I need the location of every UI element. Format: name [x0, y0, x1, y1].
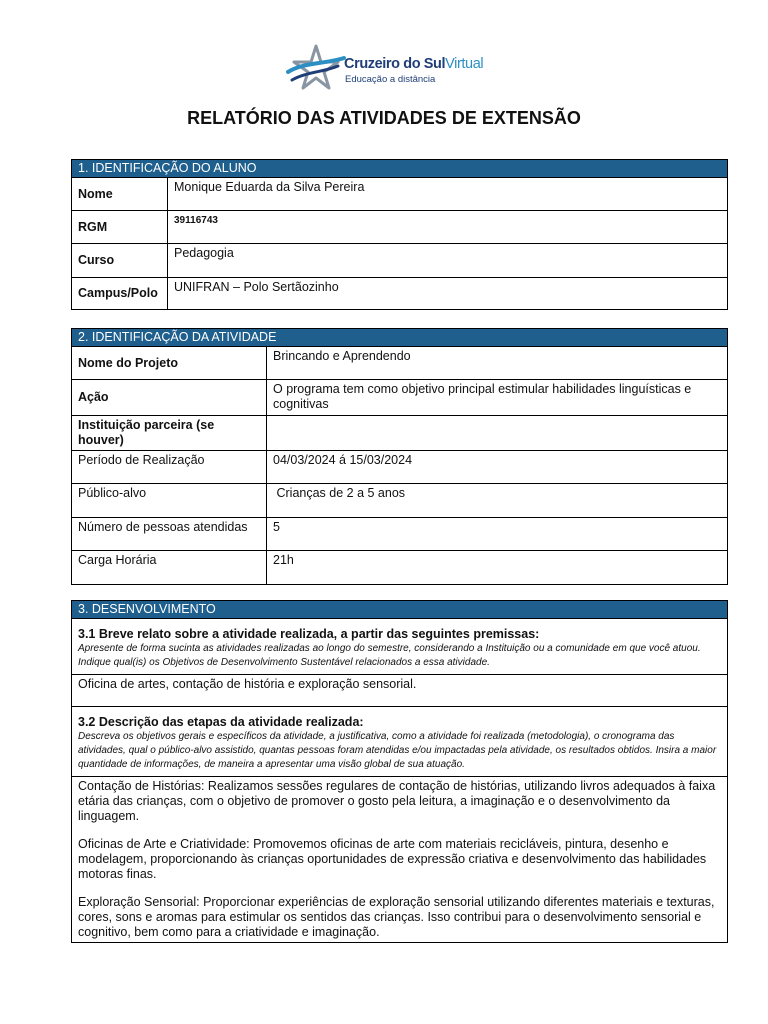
activity-description — [72, 777, 728, 943]
field-label: Período de Realização — [72, 451, 267, 484]
document-title: RELATÓRIO DAS ATIVIDADES DE EXTENSÃO — [187, 108, 581, 128]
premise-description: Descreva os objetivos gerais e específicos da atividade, a justificativa, como a atividade foi realizada (metodologia), o cronograma das atividades, qual o público-alvo assistido, quantas pessoas foram atendidas e/ou impactadas pela atividade, os resultados obtidos. Insira a maior quantidade de informações, de maneira a apresentar uma visão global de sua atuação. — [78, 731, 717, 770]
field-label: Público-alvo — [72, 484, 267, 518]
field-label: Nome — [72, 178, 168, 211]
paragraph: Exploração Sensorial: Proporcionar experiências de exploração sensorial utilizando diferentes materiais e texturas, cores, sons e aromas para estimular os sentidos das crianças. Isso contribui para o desenvolvimento sensorial e cognitivo, bem como para a criatividade e imaginação. — [78, 895, 715, 939]
premise-block — [72, 707, 728, 777]
field-value: 39116743 — [168, 211, 728, 244]
development-table — [71, 600, 728, 943]
brand-tagline: Educação a distância — [345, 74, 436, 85]
activity-identification-table — [71, 328, 728, 585]
field-value: Monique Eduarda da Silva Pereira — [168, 178, 728, 211]
field-value: 5 — [267, 518, 728, 551]
logo — [286, 42, 486, 96]
star-logo-icon — [286, 42, 346, 96]
student-identification-table — [71, 159, 728, 310]
paragraph: Oficinas de Arte e Criatividade: Promovemos oficinas de arte com materiais recicláveis, pintura, desenho e modelagem, proporcionando às crianças oportunidades de expressão criativa e desenvolvimento das habilidades motoras finas. — [78, 837, 707, 881]
field-label: Campus/Polo — [72, 278, 168, 310]
field-label: Curso — [72, 244, 168, 278]
field-value: Pedagogia — [168, 244, 728, 278]
field-label: Instituição parceira (se houver) — [72, 416, 267, 451]
field-value: 04/03/2024 á 15/03/2024 — [267, 451, 728, 484]
field-label: Ação — [72, 380, 267, 416]
section-header: 3. DESENVOLVIMENTO — [72, 601, 728, 619]
field-label: Nome do Projeto — [72, 347, 267, 380]
field-label: Carga Horária — [72, 551, 267, 585]
premise-block — [72, 619, 728, 675]
field-value: UNIFRAN – Polo Sertãozinho — [168, 278, 728, 310]
section-header: 1. IDENTIFICAÇÃO DO ALUNO — [72, 160, 728, 178]
section-header: 2. IDENTIFICAÇÃO DA ATIVIDADE — [72, 329, 728, 347]
field-value — [267, 416, 728, 451]
brand-name: Cruzeiro do SulVirtual — [344, 56, 484, 72]
field-label: RGM — [72, 211, 168, 244]
field-value: 21h — [267, 551, 728, 585]
premise-description: Apresente de forma sucinta as atividades realizadas ao longo do semestre, considerando a Instituição ou a comunidade em que você atuou. Indique qual(is) os Objetivos de Desenvolvimento Sustentável relacionados a essa atividade. — [78, 643, 701, 668]
paragraph: Contação de Histórias: Realizamos sessões regulares de contação de histórias, utilizando livros adequados à faixa etária das crianças, com o objetivo de promover o gosto pela leitura, a imaginação e o desenvolvimento da linguagem. — [78, 779, 716, 823]
field-label: Número de pessoas atendidas — [72, 518, 267, 551]
premise-title: 3.2 Descrição das etapas da atividade realizada: — [78, 715, 364, 729]
premise-title: 3.1 Breve relato sobre a atividade realizada, a partir das seguintes premissas: — [78, 627, 540, 641]
field-value: Crianças de 2 a 5 anos — [267, 484, 728, 518]
premise-answer: Oficina de artes, contação de história e exploração sensorial. — [72, 675, 728, 707]
field-value: O programa tem como objetivo principal estimular habilidades linguísticas e cognitivas — [267, 380, 728, 416]
field-value: Brincando e Aprendendo — [267, 347, 728, 380]
